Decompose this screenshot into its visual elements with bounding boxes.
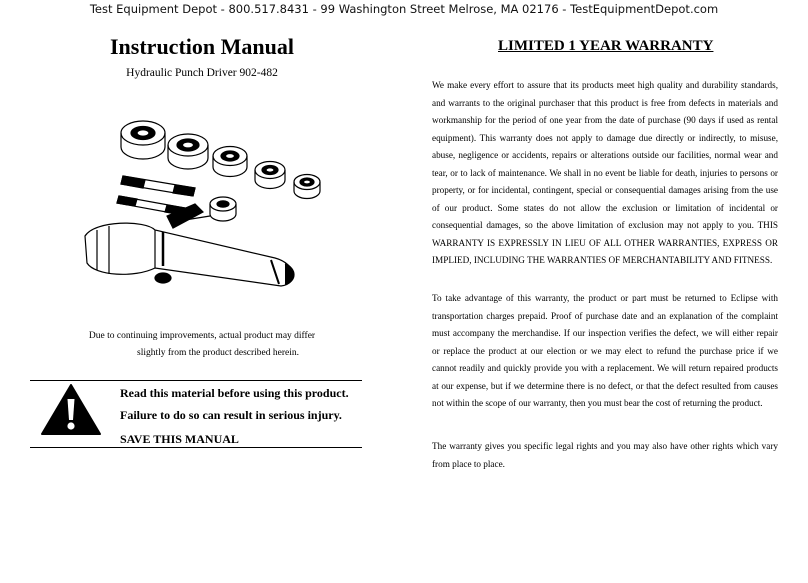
hydraulic-driver [85, 204, 294, 286]
warning-top-rule [30, 380, 362, 381]
punch-die-4 [255, 162, 285, 189]
warning-triangle-icon [40, 383, 102, 436]
warning-serious-injury: Failure to do so can result in serious injury. [120, 408, 342, 422]
punch-die-3 [213, 147, 247, 177]
page-header: Test Equipment Depot - 800.517.8431 - 99 Washington Street Melrose, MA 02176 - TestEquipmentDepot.com [89, 2, 719, 16]
warning-save-manual: SAVE THIS MANUAL [120, 432, 239, 446]
warranty-paragraph-2: To take advantage of this warranty, the product or part must be returned to Eclipse with transportation charges prepaid. Proof of purchase date and an explanation of the complaint must accompany the merchandise. If our inspection verifies the defect, we will either repair or replace the product at our election or we may elect to refund the purchase price if we cannot readily and quickly provide you with a replacement. We will return repaired products at our expense, but if we determine there is no defect, or that the defect resulted from causes not within the scope of our warranty, then you must bear the cost of returning the product. [432, 293, 778, 408]
warning-bottom-rule [30, 447, 362, 448]
manual-subtitle: Hydraulic Punch Driver 902-482 [126, 67, 278, 79]
warning-read-material: Read this material before using this product. [120, 386, 349, 400]
draw-stud-1 [121, 176, 195, 196]
disclaimer-line-2: slightly from the product described herein. [137, 348, 299, 358]
warranty-paragraph-1: We make every effort to assure that its products meet high quality and durability standards, and warrants to the original purchaser that this product is free from defects in materials and workmanship for the period of one year from the date of purchase (90 days if used as rental equipment). This warranty does not apply to damage due directly or indirectly, to misuse, abuse, negligence or accidents, repairs or alterations outside our facilities, normal wear and tear, or to lack of maintenance. We shall in no event be liable for death, injuries to persons or property, or for incidental, contingent, special or consequential damages arising from the use of our product. Some states do not allow the exclusion or limitation of incidental or consequential damages, so the above limitation of exclusion may not apply to you. THIS WARRANTY IS EXPRESSLY IN LIEU OF ALL OTHER WARRANTIES, EXPRESS OR IMPLIED, INCLUDING THE WARRANTIES OF MERCHANTABILITY AND FITNESS. [432, 80, 778, 265]
punch-die-2 [168, 134, 208, 169]
punch-driver-illustration [75, 108, 325, 298]
manual-title: Instruction Manual [110, 34, 294, 59]
warranty-title: LIMITED 1 YEAR WARRANTY [498, 38, 714, 54]
punch-die-1 [121, 121, 165, 159]
spacer [210, 197, 236, 221]
warranty-paragraph-3: The warranty gives you specific legal rights and you may also have other rights which vary from place to place. [432, 441, 778, 469]
disclaimer-line-1: Due to continuing improvements, actual product may differ [88, 331, 316, 341]
punch-die-5 [294, 175, 320, 199]
